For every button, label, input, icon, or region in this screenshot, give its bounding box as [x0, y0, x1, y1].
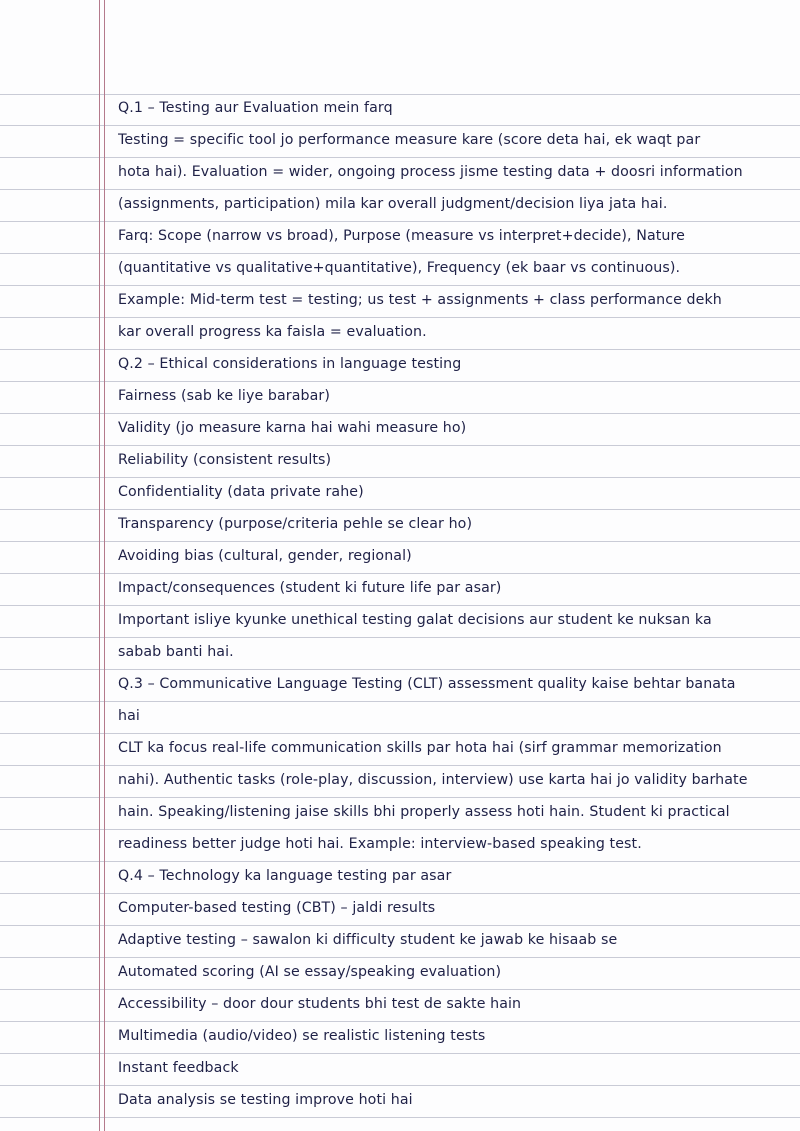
- note-line: Reliability (consistent results): [118, 452, 332, 468]
- note-line: Multimedia (audio/video) se realistic listening tests: [118, 1028, 486, 1044]
- note-line: Example: Mid-term test = testing; us test + assignments + class performance dekh: [118, 292, 722, 308]
- note-line: Transparency (purpose/criteria pehle se clear ho): [118, 516, 473, 532]
- note-line-q4-heading: Q.4 – Technology ka language testing par asar: [118, 868, 452, 884]
- note-line-q2-heading: Q.2 – Ethical considerations in language testing: [118, 356, 462, 372]
- note-line: hain. Speaking/listening jaise skills bhi properly assess hoti hain. Student ki practical: [118, 804, 730, 820]
- note-line: Important isliye kyunke unethical testing galat decisions aur student ke nuksan ka: [118, 612, 712, 628]
- margin-line-right: [104, 0, 105, 1131]
- note-line: (assignments, participation) mila kar overall judgment/decision liya jata hai.: [118, 196, 668, 212]
- handwritten-notes: [118, 94, 790, 1118]
- note-line: nahi). Authentic tasks (role-play, discussion, interview) use karta hai jo validity barhate: [118, 772, 748, 788]
- margin-line-left: [99, 0, 100, 1131]
- note-line: readiness better judge hoti hai. Example: interview-based speaking test.: [118, 836, 642, 852]
- note-line: hai: [118, 708, 140, 724]
- note-line: Automated scoring (AI se essay/speaking evaluation): [118, 964, 502, 980]
- note-line: (quantitative vs qualitative+quantitative), Frequency (ek baar vs continuous).: [118, 260, 681, 276]
- note-line: Data analysis se testing improve hoti hai: [118, 1092, 413, 1108]
- note-line: Farq: Scope (narrow vs broad), Purpose (measure vs interpret+decide), Nature: [118, 228, 685, 244]
- note-line: Computer-based testing (CBT) – jaldi results: [118, 900, 436, 916]
- note-line: hota hai). Evaluation = wider, ongoing process jisme testing data + doosri information: [118, 164, 743, 180]
- note-line: Avoiding bias (cultural, gender, regional): [118, 548, 412, 564]
- note-line: Testing = specific tool jo performance measure kare (score deta hai, ek waqt par: [118, 132, 701, 148]
- note-line: CLT ka focus real-life communication skills par hota hai (sirf grammar memorization: [118, 740, 722, 756]
- note-line: sabab banti hai.: [118, 644, 234, 660]
- note-line-q3-heading: Q.3 – Communicative Language Testing (CLT) assessment quality kaise behtar banata: [118, 676, 736, 692]
- paper-top-margin: [0, 0, 800, 95]
- note-line: Impact/consequences (student ki future life par asar): [118, 580, 502, 596]
- note-line: Confidentiality (data private rahe): [118, 484, 364, 500]
- note-line: Instant feedback: [118, 1060, 239, 1076]
- note-line: Accessibility – door dour students bhi test de sakte hain: [118, 996, 522, 1012]
- note-line: kar overall progress ka faisla = evaluation.: [118, 324, 427, 340]
- note-line: Validity (jo measure karna hai wahi measure ho): [118, 420, 467, 436]
- note-line: Fairness (sab ke liye barabar): [118, 388, 330, 404]
- note-line: Adaptive testing – sawalon ki difficulty student ke jawab ke hisaab se: [118, 932, 618, 948]
- note-line-q1-heading: Q.1 – Testing aur Evaluation mein farq: [118, 100, 393, 116]
